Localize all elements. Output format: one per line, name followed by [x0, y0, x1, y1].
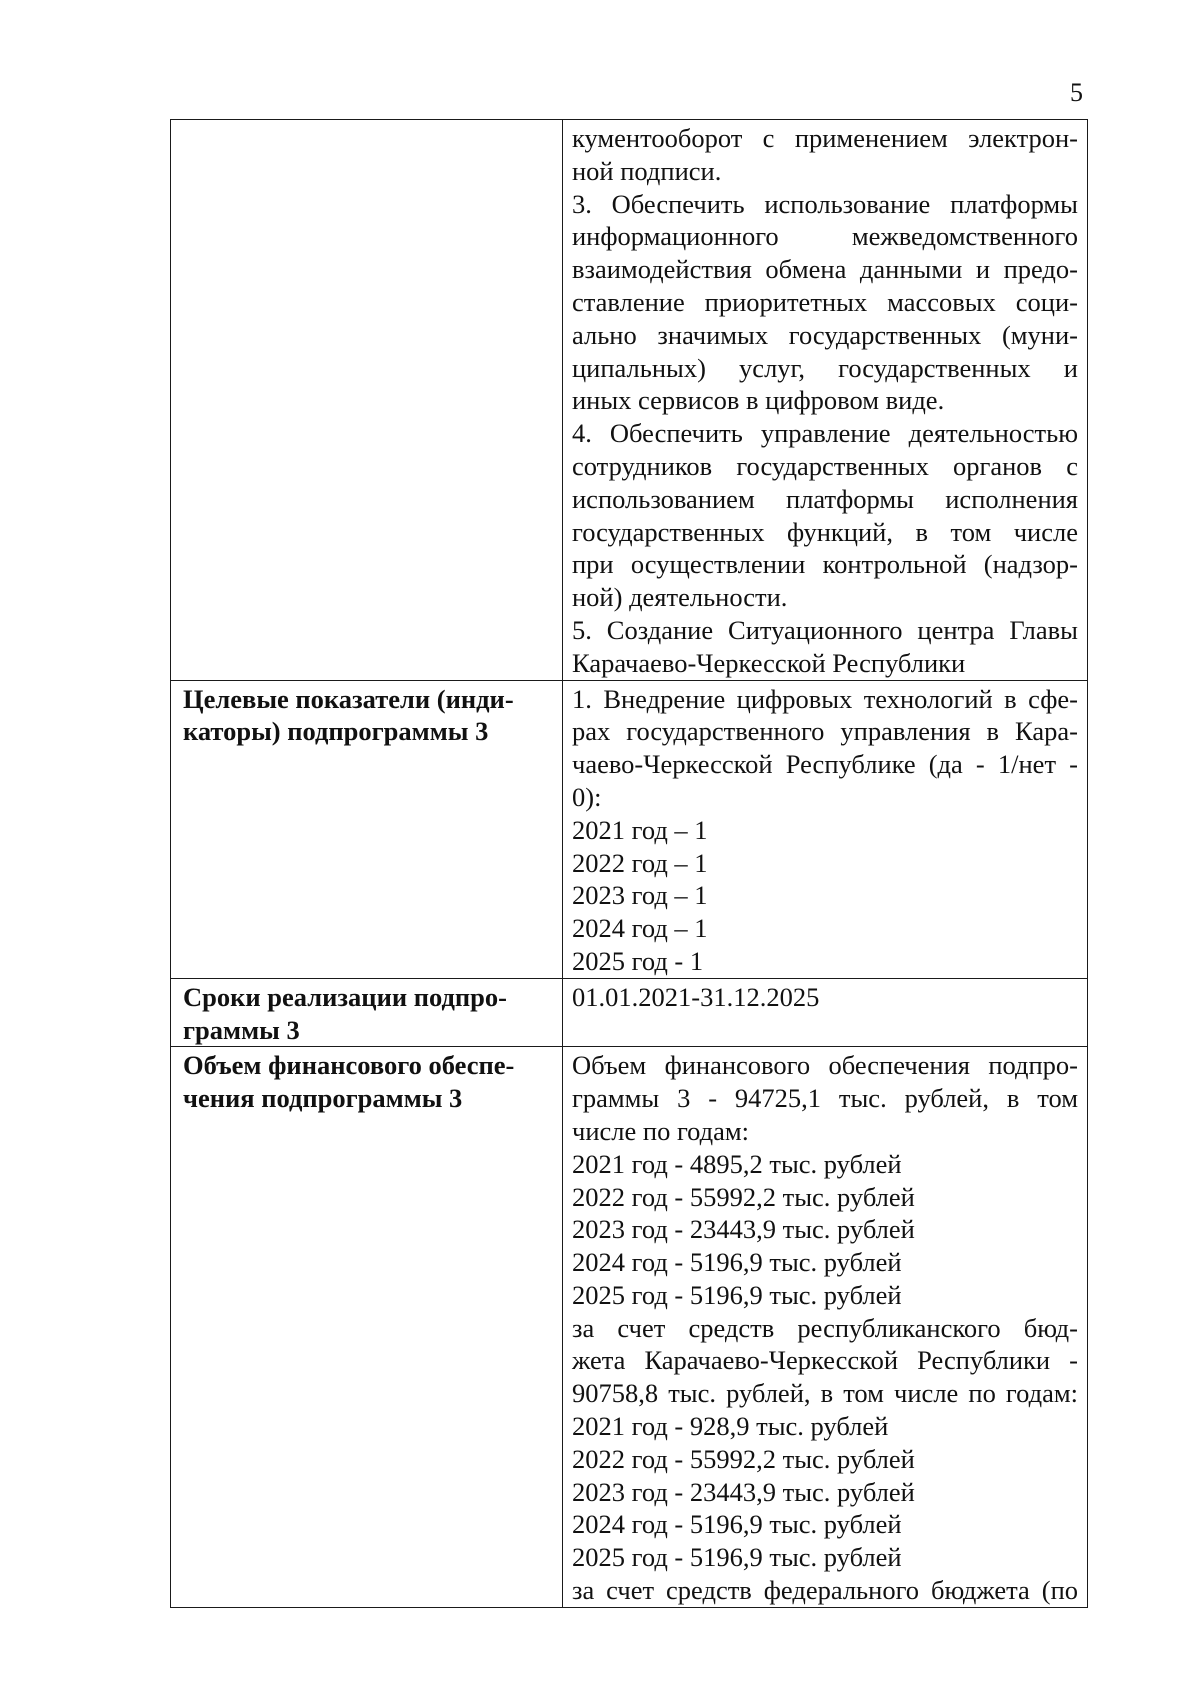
subprogram-passport-table: [170, 119, 1088, 1608]
row-content-line: иных сервисов в цифровом виде.: [572, 385, 945, 416]
row-content-cell: [563, 978, 1088, 1047]
row-content-cell: [563, 680, 1088, 978]
row-content-line: 4. Обеспечить управление деятельностью: [572, 418, 1078, 449]
row-content-line: числе по годам:: [572, 1115, 750, 1146]
row-label-line: граммы 3: [183, 1014, 300, 1045]
table-row: [171, 978, 1088, 1047]
row-label-cell: [171, 1047, 563, 1608]
row-label-line: чения подпрограммы 3: [183, 1083, 463, 1114]
row-content-line: 90758,8 тыс. рублей, в том числе по годам:: [572, 1378, 1078, 1409]
row-content-line: 5. Создание Ситуационного центра Главы: [572, 614, 1078, 645]
row-content-line: за счет средств республиканского бюд-: [572, 1312, 1078, 1343]
row-content-line: взаимодействия обмена данными и предо-: [572, 254, 1078, 285]
row-label-line: Целевые показатели (инди-: [183, 683, 514, 714]
row-content-line: 2022 год - 55992,2 тыс. рублей: [572, 1181, 915, 1212]
row-content-line: граммы 3 - 94725,1 тыс. рублей, в том: [572, 1083, 1078, 1114]
row-content-line: чаево-Черкесской Республике (да - 1/нет -: [572, 749, 1078, 780]
row-content-line: 2024 год - 5196,9 тыс. рублей: [572, 1509, 902, 1540]
row-content-line: 2024 год - 5196,9 тыс. рублей: [572, 1247, 902, 1278]
row-content-line: ципальных) услуг, государственных и: [572, 352, 1078, 383]
row-content-line: за счет средств федерального бюджета (по: [572, 1575, 1078, 1606]
row-content-line: 2023 год – 1: [572, 880, 708, 911]
row-label-line: Объем финансового обеспе-: [183, 1050, 515, 1081]
table-row: [171, 120, 1088, 681]
row-content-line: 2025 год - 5196,9 тыс. рублей: [572, 1542, 902, 1573]
row-content-line: информационного межведомственного: [572, 221, 1078, 252]
page-number: 5: [1070, 78, 1083, 107]
row-content-line: 2025 год - 5196,9 тыс. рублей: [572, 1279, 902, 1310]
row-content-line: ной) деятельности.: [572, 582, 788, 613]
row-content-line: кументооборот с применением электрон-: [572, 123, 1078, 153]
row-label-cell: [171, 978, 563, 1047]
row-label-line: Сроки реализации подпро-: [183, 981, 507, 1012]
row-content-line: при осуществлении контрольной (надзор-: [572, 549, 1078, 580]
row-content-line: 2022 год - 55992,2 тыс. рублей: [572, 1443, 915, 1474]
row-content-line: ной подписи.: [572, 155, 722, 186]
row-content-line: 01.01.2021-31.12.2025: [572, 981, 820, 1012]
row-content-line: ально значимых государственных (муни-: [572, 319, 1078, 350]
row-content-line: ставление приоритетных массовых соци-: [572, 286, 1078, 317]
row-content-line: 2021 год - 928,9 тыс. рублей: [572, 1411, 889, 1442]
table-row: [171, 680, 1088, 978]
row-content-line: жета Карачаево-Черкесской Республики -: [572, 1345, 1078, 1376]
row-content-line: сотрудников государственных органов с: [572, 450, 1078, 481]
row-label-line: каторы) подпрограммы 3: [183, 716, 489, 747]
row-label-cell: [171, 120, 563, 681]
row-content-line: 2023 год - 23443,9 тыс. рублей: [572, 1214, 915, 1245]
row-content-line: государственных функций, в том числе: [572, 516, 1078, 547]
row-content-line: 2022 год – 1: [572, 847, 708, 878]
row-content-line: Карачаево-Черкесской Республики: [572, 647, 966, 678]
row-label-cell: [171, 680, 563, 978]
row-content-line: 1. Внедрение цифровых технологий в сфе-: [572, 683, 1078, 714]
row-content-cell: [563, 1047, 1088, 1608]
row-content-line: 2024 год – 1: [572, 913, 708, 944]
row-content-cell: [563, 120, 1088, 681]
row-content-line: 2025 год - 1: [572, 945, 704, 976]
table-row: [171, 1047, 1088, 1608]
row-content-line: использованием платформы исполнения: [572, 483, 1078, 514]
row-content-line: 2021 год - 4895,2 тыс. рублей: [572, 1148, 902, 1179]
row-content-line: 3. Обеспечить использование платформы: [572, 188, 1078, 219]
row-content-line: 2021 год – 1: [572, 814, 708, 845]
row-content-line: 0):: [572, 781, 602, 812]
row-content-line: рах государственного управления в Кара-: [572, 716, 1078, 747]
row-content-line: Объем финансового обеспечения подпро-: [572, 1050, 1078, 1081]
row-content-line: 2023 год - 23443,9 тыс. рублей: [572, 1476, 915, 1507]
